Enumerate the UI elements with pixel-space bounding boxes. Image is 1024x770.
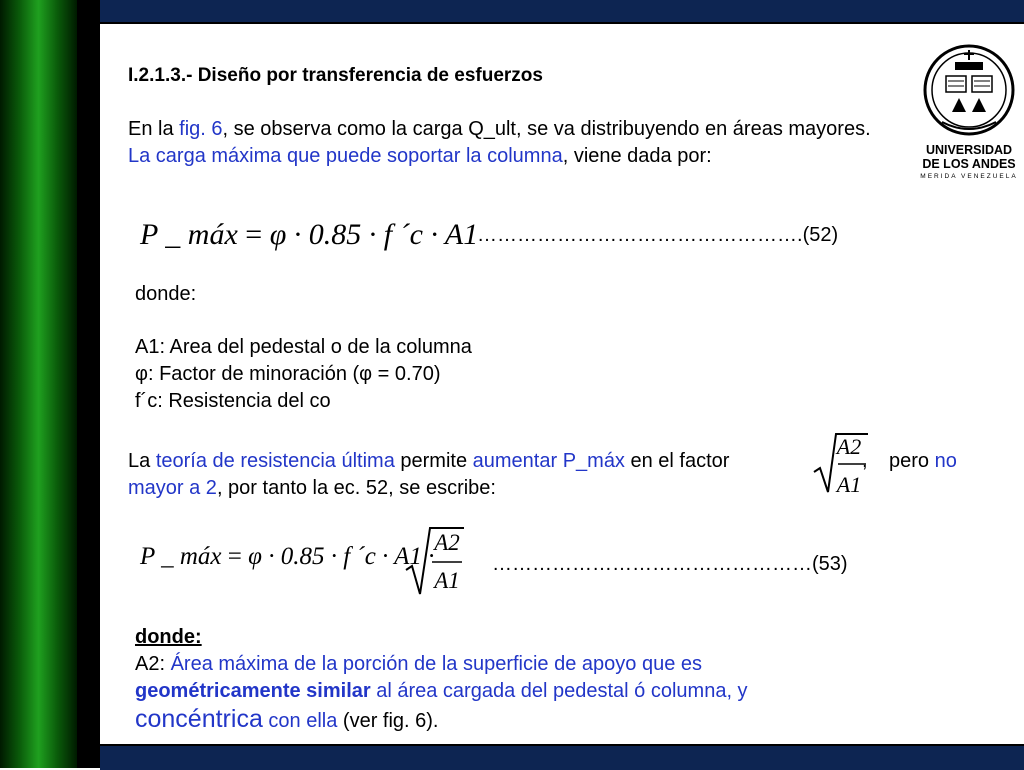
left-black-bar: [77, 0, 100, 768]
intro-paragraph: En la fig. 6, se observa como la carga Q_ult, se va distribuyendo en áreas mayores. La carga máxima que puede soportar la columna, viene dada por:: [128, 118, 871, 167]
university-seal-icon: [922, 40, 1017, 142]
formula-52-number: ………………………………………….(52): [477, 224, 839, 246]
logo-line-3: MERIDA VENEZUELA: [920, 173, 1018, 180]
fraction-denominator-2: A1: [434, 568, 460, 593]
logo-line-2: DE LOS ANDES: [922, 157, 1016, 171]
bottom-band: [100, 744, 1024, 770]
donde-label-2: donde:: [135, 626, 202, 648]
formula-52: P _ máx = φ · 0.85 · f ´c · A1: [140, 218, 479, 251]
fraction-comma: ,: [862, 450, 868, 472]
fraction-numerator-1: A2: [836, 434, 862, 459]
fraction-denominator-1: A1: [836, 472, 862, 497]
theory-line-1: La teoría de resistencia última permite aumentar P_máx en el factor: [128, 450, 730, 472]
theory-line-2: mayor a 2, por tanto la ec. 52, se escribe:: [128, 477, 496, 499]
left-green-bar: [0, 0, 77, 768]
formula-53: P _ máx = φ · 0.85 · f ´c · A1 ·: [140, 543, 435, 570]
def-a1: A1: Area del pedestal o de la columna: [135, 336, 472, 358]
fig-link[interactable]: fig. 6: [179, 118, 223, 140]
theory-line-1-end: pero no: [889, 450, 957, 472]
formula-53-number: …………………………………………(53): [492, 553, 848, 575]
def-fc: f´c: Resistencia del co: [135, 390, 331, 412]
top-band: [100, 0, 1024, 24]
def-a2-line-2: geométricamente similar al área cargada del pedestal ó columna, y: [135, 680, 748, 702]
def-a2-line-1: A2: Área máxima de la porción de la superficie de apoyo que es: [135, 653, 703, 675]
section-heading: I.2.1.3.- Diseño por transferencia de esfuerzos: [128, 65, 543, 86]
logo-line-1: UNIVERSIDAD: [925, 143, 1013, 157]
def-a2-line-3: concéntrica con ella (ver fig. 6).: [135, 705, 439, 733]
def-phi: φ: Factor de minoración (φ = 0.70): [135, 363, 441, 385]
fraction-numerator-2: A2: [434, 530, 460, 555]
donde-label: donde:: [135, 283, 197, 305]
